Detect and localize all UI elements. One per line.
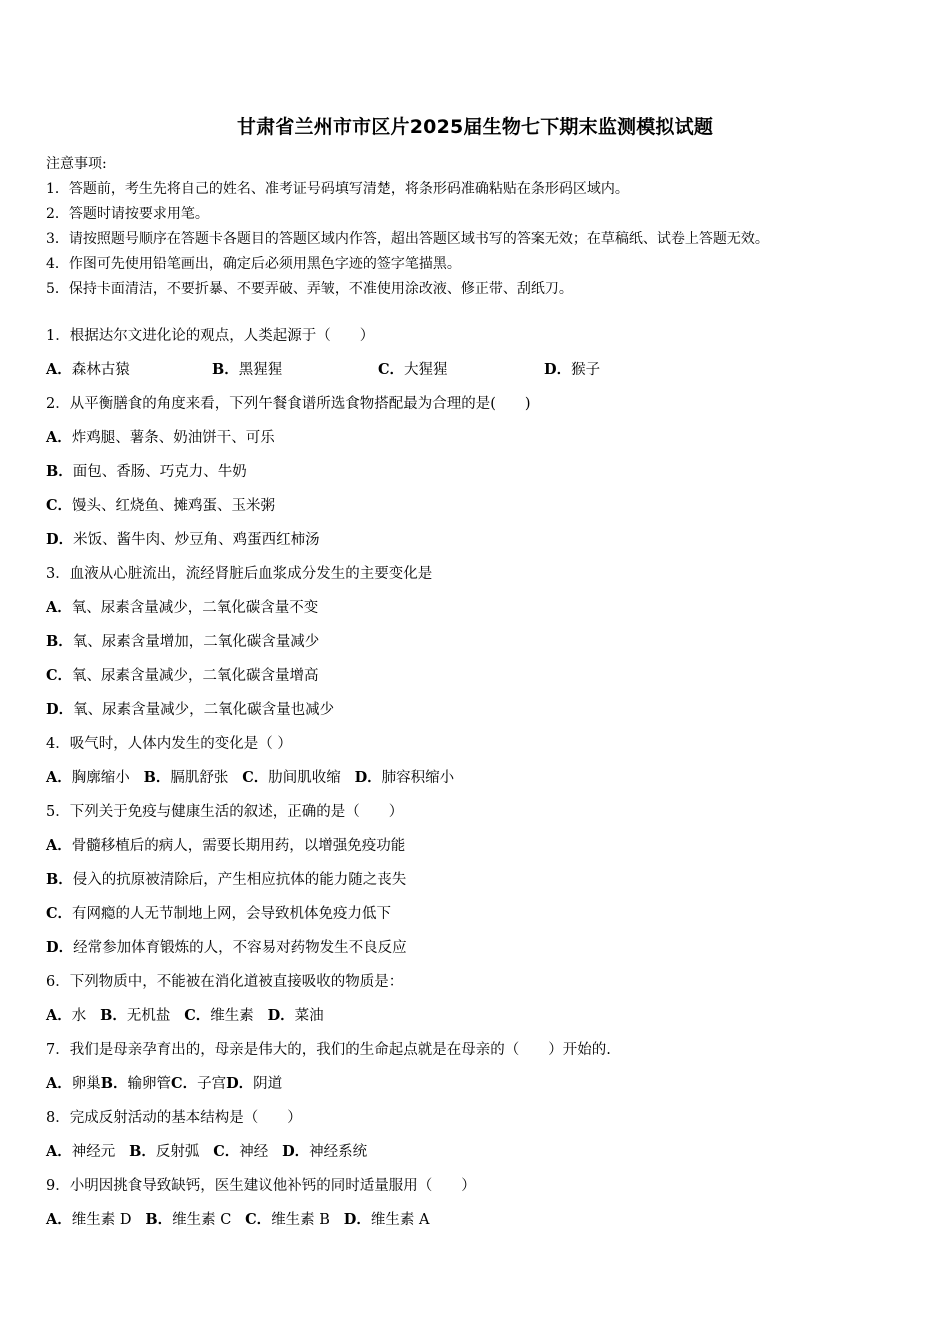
question-4-options: [46, 765, 916, 799]
option-text: 肺容积缩小: [381, 770, 455, 786]
option-label: B．: [212, 361, 239, 378]
option-label: A．: [46, 599, 72, 616]
option-text: 输卵管: [127, 1076, 172, 1092]
option-label: C．: [46, 667, 73, 684]
question-9-options: [46, 1207, 916, 1241]
option-text: 维生素 C: [172, 1212, 232, 1228]
option-text: 卵巢: [71, 1076, 101, 1092]
notes-heading: 注意事项:: [46, 156, 107, 172]
question-6-options: [46, 1003, 916, 1037]
page-title: 甘肃省兰州市市区片2025届生物七下期末监测模拟试题: [236, 116, 714, 138]
option-a: [46, 425, 916, 459]
option-b: [46, 629, 916, 663]
option-text: 维生素 D: [71, 1212, 132, 1228]
option-label: B．: [145, 1211, 173, 1228]
option-d: [46, 697, 916, 731]
option-d: [355, 765, 455, 791]
option-c: [46, 493, 916, 527]
question-2-stem: 2．从平衡膳食的角度来看，下列午餐食谱所选食物搭配最为合理的是( ): [46, 396, 531, 412]
option-b: [100, 1003, 170, 1029]
option-label: D．: [354, 769, 382, 786]
option-label: A．: [46, 769, 72, 786]
question-1-stem: 1．根据达尔文进化论的观点，人类起源于（ ）: [46, 328, 375, 344]
option-text: 猴子: [571, 362, 601, 378]
question-6-stem: 6．下列物质中，不能被在消化道被直接吸收的物质是：: [46, 974, 404, 990]
question-4-stem: 4．吸气时，人体内发生的变化是（ ）: [46, 736, 292, 752]
option-b: [212, 357, 378, 383]
option-label: C．: [213, 1143, 240, 1160]
option-text: 面包、香肠、巧克力、牛奶: [72, 464, 247, 480]
note-item: 5．保持卡面清洁，不要折暴、不要弄破、弄皱，不准使用涂改液、修正带、刮纸刀。: [46, 281, 573, 297]
option-text: 水: [71, 1008, 87, 1024]
option-text: 氧、尿素含量减少，二氧化碳含量不变: [71, 600, 319, 616]
option-c: [184, 1003, 254, 1029]
option-label: C．: [245, 1211, 272, 1228]
option-label: B．: [100, 1075, 128, 1092]
option-text: 神经元: [71, 1144, 116, 1160]
option-label: C．: [242, 769, 269, 786]
question-8-stem: 8．完成反射活动的基本结构是（ ）: [46, 1110, 302, 1126]
option-label: A．: [46, 1075, 72, 1092]
option-c: [46, 901, 916, 935]
option-text: 米饭、酱牛肉、炒豆角、鸡蛋西红柿汤: [73, 532, 320, 548]
option-text: 胸廓缩小: [71, 770, 130, 786]
option-text: 馒头、红烧鱼、摊鸡蛋、玉米粥: [72, 498, 276, 514]
option-text: 侵入的抗原被清除后，产生相应抗体的能力随之丧失: [72, 872, 407, 888]
option-text: 肋间肌收缩: [268, 770, 341, 786]
option-a: [46, 1207, 132, 1233]
option-text: 菜油: [294, 1008, 324, 1024]
note-item: 3．请按照题号顺序在答题卡各题目的答题区域内作答，超出答题区域书写的答案无效；在草稿纸、试卷上答题无效。: [46, 231, 769, 247]
option-label: B．: [143, 769, 171, 786]
question-5-stem: 5．下列关于免疫与健康生活的叙述，正确的是（ ）: [46, 804, 404, 820]
option-text: 维生素 A: [370, 1212, 430, 1228]
option-label: A．: [46, 1211, 72, 1228]
option-label: A．: [46, 1007, 72, 1024]
question-3-stem: 3．血液从心脏流出，流经肾脏后血浆成分发生的主要变化是: [46, 566, 433, 582]
option-label: C．: [46, 497, 73, 514]
option-a: [46, 595, 916, 629]
option-text: 神经: [239, 1144, 269, 1160]
option-c: [378, 357, 544, 383]
option-b: [129, 1139, 199, 1165]
option-c: [46, 663, 916, 697]
option-label: A．: [46, 1143, 72, 1160]
option-a: [46, 1139, 115, 1165]
option-label: A．: [46, 837, 72, 854]
option-c: [245, 1207, 330, 1233]
option-d: [544, 357, 710, 383]
option-a: [46, 1071, 101, 1097]
option-label: A．: [46, 429, 72, 446]
option-text: 维生素: [210, 1008, 254, 1024]
option-a: [46, 1003, 86, 1029]
option-d: [46, 935, 916, 969]
question-8-options: [46, 1139, 916, 1173]
option-d: [46, 527, 916, 561]
option-text: 有网瘾的人无节制地上网，会导致机体免疫力低下: [72, 906, 392, 922]
option-text: 膈肌舒张: [170, 770, 229, 786]
option-text: 神经系统: [309, 1144, 368, 1160]
question-7-stem: 7．我们是母亲孕育出的，母亲是伟大的，我们的生命起点就是在母亲的（ ）开始的.: [46, 1042, 611, 1058]
option-text: 子宫: [197, 1076, 227, 1092]
option-label: D．: [226, 1075, 254, 1092]
option-label: C．: [184, 1007, 211, 1024]
option-label: D．: [343, 1211, 371, 1228]
option-label: D．: [544, 361, 572, 378]
option-label: D．: [267, 1007, 295, 1024]
option-text: 反射弧: [155, 1144, 200, 1160]
option-text: 森林古猿: [71, 362, 130, 378]
note-item: 4．作图可先使用铅笔画出，确定后必须用黑色字迹的签字笔描黑。: [46, 256, 461, 272]
option-text: 氧、尿素含量增加，二氧化碳含量减少: [72, 634, 320, 650]
option-label: A．: [46, 361, 72, 378]
option-text: 阴道: [253, 1076, 283, 1092]
option-label: B．: [46, 871, 73, 888]
option-b: [101, 1071, 171, 1097]
option-label: D．: [46, 701, 74, 718]
note-item: 2．答题时请按要求用笔。: [46, 206, 209, 222]
option-b: [46, 867, 916, 901]
note-item: 1．答题前，考生先将自己的姓名、准考证号码填写清楚，将条形码准确粘贴在条形码区域内。: [46, 181, 629, 197]
option-text: 炸鸡腿、薯条、奶油饼干、可乐: [71, 430, 275, 446]
option-b: [46, 459, 916, 493]
notes-section: [46, 152, 916, 302]
option-a: [46, 765, 130, 791]
option-label: D．: [282, 1143, 310, 1160]
option-c: [242, 765, 341, 791]
questions-section: [46, 323, 916, 1241]
option-label: B．: [100, 1007, 127, 1024]
option-d: [268, 1003, 324, 1029]
option-d: [344, 1207, 430, 1233]
option-text: 大猩猩: [404, 362, 448, 378]
question-9-stem: 9．小明因挑食导致缺钙，医生建议他补钙的同时适量服用（ ）: [46, 1178, 476, 1194]
option-text: 无机盐: [126, 1008, 171, 1024]
option-b: [144, 765, 229, 791]
option-text: 骨髓移植后的病人，需要长期用药，以增强免疫功能: [71, 838, 406, 854]
option-text: 经常参加体育锻炼的人，不容易对药物发生不良反应: [73, 940, 407, 956]
question-1-options: [46, 357, 916, 391]
option-label: B．: [129, 1143, 156, 1160]
option-text: 黑猩猩: [238, 362, 283, 378]
option-c: [171, 1071, 226, 1097]
option-label: B．: [46, 463, 73, 480]
option-label: C．: [171, 1075, 198, 1092]
option-a: [46, 833, 916, 867]
option-d: [282, 1139, 367, 1165]
option-label: C．: [378, 361, 405, 378]
option-text: 氧、尿素含量减少，二氧化碳含量也减少: [73, 702, 335, 718]
option-label: B．: [46, 633, 73, 650]
option-c: [213, 1139, 268, 1165]
option-label: D．: [46, 531, 74, 548]
option-label: D．: [46, 939, 74, 956]
option-b: [145, 1207, 231, 1233]
question-7-options: [46, 1071, 916, 1105]
option-label: C．: [46, 905, 73, 922]
option-text: 氧、尿素含量减少，二氧化碳含量增高: [72, 668, 319, 684]
option-d: [226, 1071, 282, 1097]
option-text: 维生素 B: [271, 1212, 330, 1228]
option-a: [46, 357, 212, 383]
